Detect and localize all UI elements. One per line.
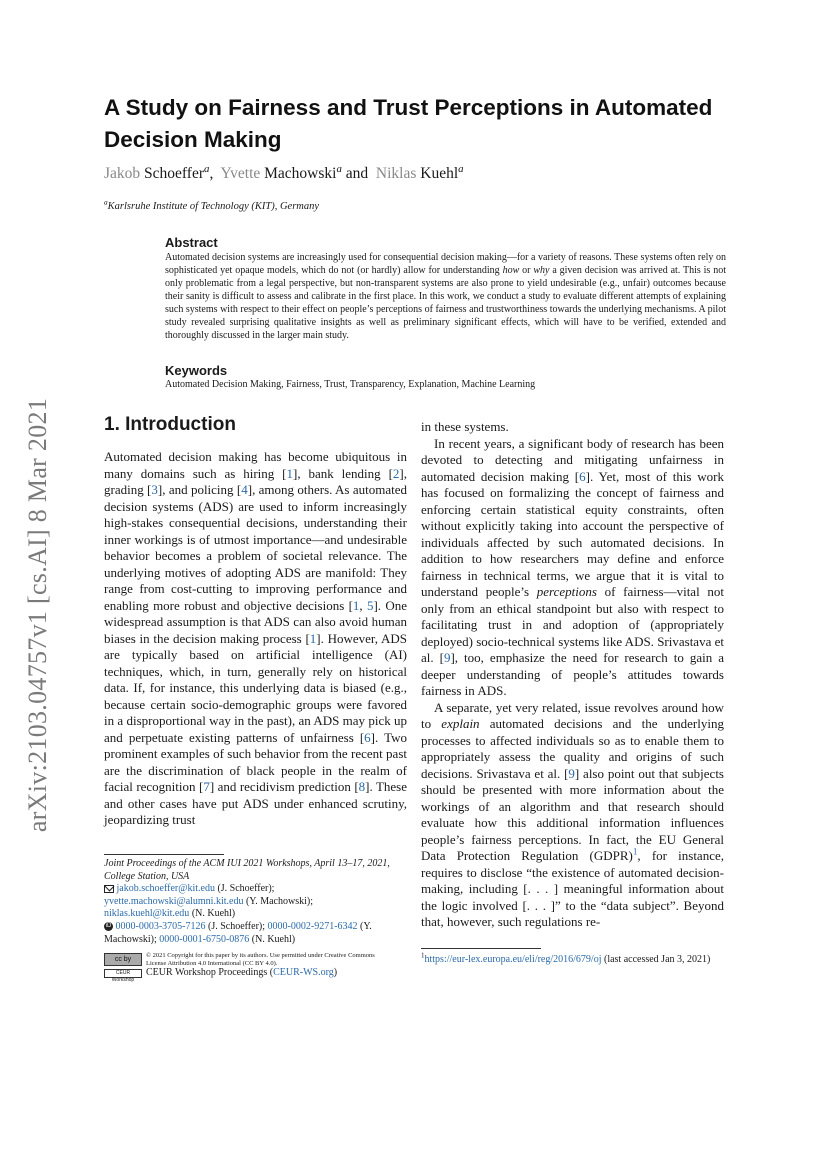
footnote-right: $^1$https://eur-lex.europa.eu/eli/reg/2016/679/oj (last accessed Jan 3, 2021) <box>421 951 711 965</box>
section-heading: 1. Introduction <box>104 414 236 435</box>
author-1: Jakob Schoeffer$^a$ <box>104 162 210 182</box>
license-text: © 2021 Copyright for this paper by its authors. Use permitted under Creative Commons License Attribution 4.0 International (CC BY 4.0). <box>146 952 375 967</box>
cc-license-badge: cc by <box>104 953 142 966</box>
affiliation: $^a$Karlsruhe Institute of Technology (KIT), Germany <box>104 197 320 212</box>
citation-link[interactable]: 2 <box>392 465 400 481</box>
orcid-link[interactable]: 0000-0002-9271-6342 <box>267 920 358 932</box>
ceur-link[interactable]: CEUR-WS.org <box>273 967 334 978</box>
citation-link[interactable]: 8 <box>358 779 366 794</box>
paragraph: A separate, yet very related, issue revolves around how to explain automated decisions and the underlying processes to affected individuals so as to enable them to appropriately assess the quality and origins of such decisions. Srivastava et al. [9] also point out that subjects should be presented with more information about the workings of an algorithm and that research should evaluate how this additional information influences people’s fairness perceptions. In fact, the EU General Data Protection Regulation (GDPR)$^1$, for instance, requires to disclose “the existence of automated decision-making, including [. . . ] meaningful information about the logic involved [. . . ]” to the “data subject”. Beyond that, however, such regulations re- <box>421 699 724 929</box>
citation-link[interactable]: 1 <box>286 465 294 481</box>
author-3: Niklas Kuehl$^a$ <box>375 162 464 182</box>
citation-link[interactable]: 7 <box>203 779 210 794</box>
orcid-icon: iD <box>105 923 112 930</box>
envelope-icon <box>104 885 114 893</box>
paragraph: Automated decision making has become ubiquitous in many domains such as hiring [1], bank lending [2], grading [3], and policing [4], among others. As automated decision systems (ADS) are used to inform increasingly high-stakes consequential decisions, understanding their inner workings is of utmost importance—and undesirable behavior becomes a problem of societal relevance. The underlying motives of adopting ADS are manifold: They range from cost-cutting to improving performance and enabling more robust and objective decisions [1, 5]. One widespread assumption is that ADS can also avoid human biases in the decision making process [1]. However, ADS are typically based on artificial intelligence (AI) techniques, which, in turn, generally rely on historical data. If, for instance, this underlying data is biased (e.g., because certain socio-demographic groups were favored in a disproportional way in the past), an ADS may pick up and perpetuate existing patterns of unfairness [6]. Two prominent examples of such behavior from the recent past are the discrimination of black people in the realm of facial recognition [7] and recidivism prediction [8]. These and other cases have put ADS under enhanced scrutiny, jeopardizing trust <box>104 449 408 827</box>
keywords-heading: Keywords <box>165 363 228 378</box>
orcid-link[interactable]: 0000-0003-3705-7126 <box>115 920 206 932</box>
email-link[interactable]: niklas.kuehl@kit.edu <box>104 908 190 920</box>
ceur-logo: CEUR Workshop <box>104 969 142 978</box>
abstract-text: Automated decision systems are increasingly used for consequential decision making—for a variety of reasons. These systems often rely on sophisticated yet opaque models, which do not (or hardly) allow for understanding how or why a given decision was arrived at. This is not only problematic from a legal perspective, but non-transparent systems are also prone to yield undesirable (e.g., unfair) outcomes because their sanity is difficult to assess and calibrate in the first place. In this work, we conduct a study to evaluate different attempts of explaining such systems with respect to their effect on people’s perceptions of fairness and trustworthiness towards the underlying mechanisms. A pilot study revealed surprising qualitative insights as well as preliminary significant effects, which will have to be verified, extended and thoroughly discussed in the larger main study. <box>165 252 726 341</box>
ceur-proceedings: CEUR Workshop Proceedings (CEUR-WS.org) <box>146 967 338 978</box>
arxiv-id: arXiv:2103.04757v1 [cs.AI] 8 Mar 2021 <box>23 397 52 833</box>
citation-link[interactable]: 9 <box>568 765 575 781</box>
body-column-left <box>104 449 407 829</box>
venue-note: Joint Proceedings of the ACM IUI 2021 Workshops, April 13–17, 2021, College Station, USA <box>104 858 390 882</box>
arxiv-watermark <box>18 380 58 850</box>
paragraph: In recent years, a significant body of research has been devoted to detecting and mitigating unfairness in automated decision making [6]. Yet, most of this work has focused on formalizing the concept of fairness and enforcing certain statistical equity constraints, often without explicitly taking into account the perspective of individuals affected by such automated decisions. In addition to how researchers may define and enforce fairness in technical terms, we argue that it is vital to understand people’s perceptions of fairness—vital not only from an ethical standpoint but also with respect to facilitating trust in and adoption of (appropriately deployed) socio-technical systems like ADS. Srivastava et al. [9], too, emphasize the need for research to gain a deeper understanding of people’s attitudes towards fairness in ADS. <box>421 435 724 698</box>
citation-link[interactable]: 1 <box>352 597 360 613</box>
footnote-rule-right <box>421 948 541 949</box>
paragraph: in these systems. <box>421 419 509 434</box>
orcid-link[interactable]: 0000-0001-6750-0876 <box>159 933 250 945</box>
citation-link[interactable]: 6 <box>579 468 586 484</box>
footnote-rule-left <box>104 854 224 855</box>
email-link[interactable]: jakob.schoeffer@kit.edu <box>116 883 215 895</box>
footnote-left: Joint Proceedings of the ACM IUI 2021 Workshops, April 13–17, 2021, College Station, USA jakob.schoeffer@kit.edu (J. Schoeffer); yvette.machowski@alumni.kit.edu (Y. Machowski); niklas.kuehl@kit.edu (N. Kuehl) iD 0000-0003-3705-7126 (J. Schoeffer); 0000-0002-9271-6342 (Y. Machowski); 0000-0001-6750-0876 (N. Kuehl) <box>104 858 407 946</box>
citation-link[interactable]: 3 <box>151 482 158 497</box>
email-link[interactable]: yvette.machowski@alumni.kit.edu <box>104 895 244 907</box>
citation-link[interactable]: 4 <box>241 482 248 497</box>
author-list: Jakob Schoeffer$^a$, Yvette Machowski$^a$ and Niklas Kuehl$^a$ <box>104 162 464 182</box>
citation-link[interactable]: 5 <box>366 597 374 613</box>
author-2: Yvette Machowski$^a$ <box>220 162 342 182</box>
body-column-right <box>421 419 724 931</box>
gdpr-link[interactable]: https://eur-lex.europa.eu/eli/reg/2016/679/oj <box>424 954 602 965</box>
citation-link[interactable]: 6 <box>364 729 371 745</box>
citation-link[interactable]: 9 <box>443 650 451 665</box>
footnote-link[interactable]: 1 <box>632 846 638 857</box>
keywords-text: Automated Decision Making, Fairness, Trust, Transparency, Explanation, Machine Learning <box>165 379 536 390</box>
paper-title: A Study on Fairness and Trust Perceptions in Automated Decision Making <box>104 95 713 152</box>
citation-link[interactable]: 1 <box>309 630 317 646</box>
abstract-heading: Abstract <box>165 235 218 250</box>
